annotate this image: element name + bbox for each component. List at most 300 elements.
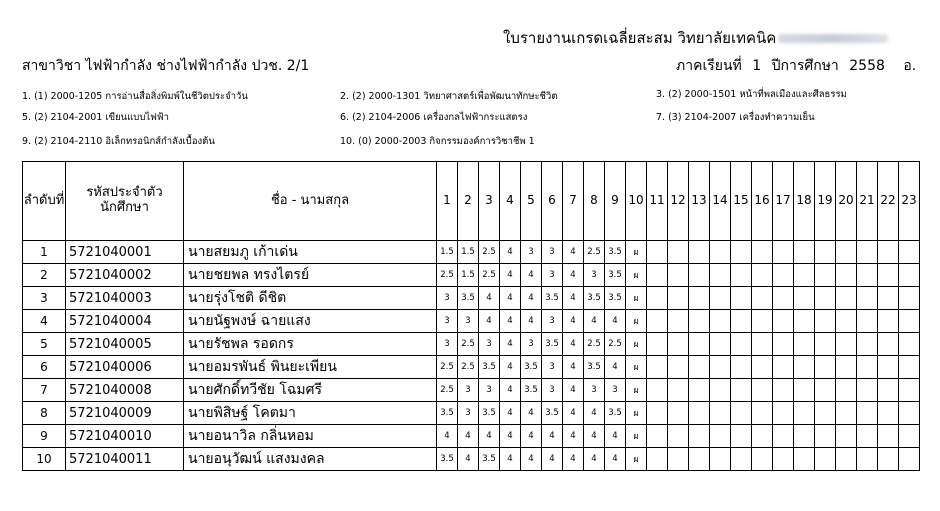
- grade-cell: 3.5: [542, 333, 563, 356]
- grade-cell-empty: [731, 356, 752, 379]
- grade-cell-empty: [773, 379, 794, 402]
- grade-cell-empty: [857, 379, 878, 402]
- column-header-subject: 10: [626, 162, 647, 241]
- grade-cell-empty: [668, 356, 689, 379]
- subject-item: 3. (2) 2000-1501 หน้าที่พลเมืองและศีลธรรม: [656, 89, 847, 100]
- grade-cell: 4: [500, 241, 521, 264]
- grade-cell-empty: [689, 310, 710, 333]
- grade-cell-empty: [878, 333, 899, 356]
- student-code: 5721040004: [66, 310, 184, 333]
- column-header-subject: 14: [710, 162, 731, 241]
- grade-cell-empty: [899, 402, 920, 425]
- table-row: [23, 425, 920, 448]
- grade-cell: 4: [605, 356, 626, 379]
- grade-cell: 4: [500, 287, 521, 310]
- grade-cell: 4: [542, 448, 563, 471]
- grade-cell-empty: [752, 356, 773, 379]
- grade-cell: 4: [500, 356, 521, 379]
- grade-cell: 4: [563, 379, 584, 402]
- grade-cell-empty: [647, 448, 668, 471]
- trailing-text: อ.: [903, 58, 917, 74]
- grade-cell-empty: [773, 333, 794, 356]
- grade-cell-empty: [752, 241, 773, 264]
- column-header-subject: 15: [731, 162, 752, 241]
- grade-cell: 4: [605, 425, 626, 448]
- grade-cell: 3: [542, 264, 563, 287]
- grade-cell-empty: [794, 264, 815, 287]
- grade-cell-empty: [647, 333, 668, 356]
- column-header-subject: 6: [542, 162, 563, 241]
- grade-cell-empty: [878, 379, 899, 402]
- grade-cell: 2.5: [437, 264, 458, 287]
- grade-cell: 4: [605, 310, 626, 333]
- grade-cell: 4: [500, 402, 521, 425]
- grade-cell-empty: [668, 379, 689, 402]
- grade-cell-empty: [899, 310, 920, 333]
- grade-cell: 3.5: [605, 402, 626, 425]
- grade-cell-empty: [668, 402, 689, 425]
- year-value: 2558: [849, 58, 885, 74]
- grade-cell: 3: [458, 379, 479, 402]
- student-name: นายพิสิษฐ์ โคตมา: [184, 402, 437, 425]
- column-header-subject: 11: [647, 162, 668, 241]
- grade-cell-empty: [689, 425, 710, 448]
- column-header-subject: 9: [605, 162, 626, 241]
- column-header-subject: 18: [794, 162, 815, 241]
- report-title: ใบรายงานเกรดเฉลี่ยสะสม วิทยาลัยเทคนิค: [503, 26, 888, 50]
- row-index: 6: [23, 356, 66, 379]
- grade-cell-empty: [668, 310, 689, 333]
- grade-cell: 4: [437, 425, 458, 448]
- grade-cell-empty: [794, 356, 815, 379]
- grade-cell: 3: [437, 287, 458, 310]
- grade-cell-empty: [689, 402, 710, 425]
- subject-item: 9. (2) 2104-2110 อิเล็กทรอนิกส์กำลังเบื้องต้น: [22, 136, 215, 147]
- grade-cell: 3.5: [479, 356, 500, 379]
- student-code: 5721040011: [66, 448, 184, 471]
- student-code: 5721040010: [66, 425, 184, 448]
- grade-cell-empty: [794, 448, 815, 471]
- grade-cell-empty: [773, 310, 794, 333]
- grade-cell-empty: [731, 448, 752, 471]
- grade-cell-empty: [773, 241, 794, 264]
- column-header-index: ลำดับที่: [23, 162, 66, 241]
- grade-cell-empty: [731, 241, 752, 264]
- grade-cell-empty: [689, 264, 710, 287]
- grade-cell: 2.5: [458, 333, 479, 356]
- grade-cell: 2.5: [437, 356, 458, 379]
- grade-cell: 4: [479, 425, 500, 448]
- grade-cell-empty: [647, 379, 668, 402]
- grade-cell-empty: [878, 287, 899, 310]
- column-header-subject: 4: [500, 162, 521, 241]
- grade-cell: 3.5: [584, 356, 605, 379]
- grade-cell-empty: [878, 264, 899, 287]
- grade-cell: 3.5: [584, 287, 605, 310]
- subject-item: 2. (2) 2000-1301 วิทยาศาสตร์เพื่อพัฒนาทักษะชีวิต: [340, 91, 558, 102]
- student-name: นายสยมภู เก้าเด่น: [184, 241, 437, 264]
- subject-item: 7. (3) 2104-2007 เครื่องทำความเย็น: [656, 112, 815, 123]
- grade-cell: 3.5: [437, 402, 458, 425]
- grade-cell: ผ: [626, 379, 647, 402]
- grade-cell: 3: [521, 333, 542, 356]
- grade-cell-empty: [710, 379, 731, 402]
- grade-cell: 3: [521, 241, 542, 264]
- student-name: นายอมรพันธ์ พินยะเพียน: [184, 356, 437, 379]
- grade-cell-empty: [857, 287, 878, 310]
- grade-cell: 4: [563, 310, 584, 333]
- grade-cell: 3: [479, 379, 500, 402]
- grade-cell-empty: [815, 287, 836, 310]
- grade-cell: 1.5: [458, 241, 479, 264]
- grade-cell-empty: [710, 448, 731, 471]
- grade-cell-empty: [668, 448, 689, 471]
- grade-cell-empty: [899, 356, 920, 379]
- table-row: [23, 402, 920, 425]
- column-header-subject: 8: [584, 162, 605, 241]
- grade-cell: 4: [500, 425, 521, 448]
- row-index: 10: [23, 448, 66, 471]
- grade-cell-empty: [878, 425, 899, 448]
- grade-cell: 4: [542, 425, 563, 448]
- student-name: นายอนาวิล กลิ่นหอม: [184, 425, 437, 448]
- subject-item: 1. (1) 2000-1205 การอ่านสื่อสิ่งพิมพ์ในชีวิตประจำวัน: [22, 91, 248, 102]
- grade-cell-empty: [752, 402, 773, 425]
- student-code: 5721040003: [66, 287, 184, 310]
- grade-cell: 3: [584, 379, 605, 402]
- year-label: ปีการศึกษา: [771, 58, 839, 74]
- grade-cell: 4: [479, 287, 500, 310]
- grade-cell: 3: [584, 264, 605, 287]
- student-name: นายศักดิ์ทวีชัย โฉมศรี: [184, 379, 437, 402]
- column-header-subject: 19: [815, 162, 836, 241]
- grade-cell-empty: [689, 379, 710, 402]
- grade-cell-empty: [773, 356, 794, 379]
- grade-cell: 4: [500, 448, 521, 471]
- row-index: 7: [23, 379, 66, 402]
- grade-cell-empty: [836, 448, 857, 471]
- grade-cell-empty: [689, 356, 710, 379]
- grade-cell-empty: [815, 333, 836, 356]
- grade-cell: ผ: [626, 402, 647, 425]
- grade-cell: 2.5: [479, 241, 500, 264]
- department-line: สาขาวิชา ไฟฟ้ากำลัง ช่างไฟฟ้ากำลัง ปวช. 2/1: [22, 58, 310, 74]
- row-index: 2: [23, 264, 66, 287]
- grade-cell-empty: [689, 333, 710, 356]
- grade-cell: 1.5: [458, 264, 479, 287]
- student-code: 5721040005: [66, 333, 184, 356]
- grade-cell-empty: [815, 402, 836, 425]
- grade-cell: 4: [605, 448, 626, 471]
- grade-cell: ผ: [626, 241, 647, 264]
- row-index: 8: [23, 402, 66, 425]
- grade-cell: 3.5: [479, 402, 500, 425]
- grade-cell: ผ: [626, 310, 647, 333]
- grade-cell-empty: [857, 448, 878, 471]
- grade-cell-empty: [857, 264, 878, 287]
- grade-cell: 3: [437, 310, 458, 333]
- grade-cell-empty: [815, 425, 836, 448]
- grade-cell: 4: [521, 287, 542, 310]
- subject-item: 10. (0) 2000-2003 กิจกรรมองค์การวิชาชีพ 1: [340, 136, 535, 147]
- grade-cell-empty: [836, 379, 857, 402]
- grade-cell: 2.5: [605, 333, 626, 356]
- grade-cell: 3: [458, 402, 479, 425]
- grade-cell: 4: [479, 310, 500, 333]
- term-value: 1: [752, 58, 762, 74]
- grade-cell-empty: [689, 448, 710, 471]
- column-header-subject: 7: [563, 162, 584, 241]
- grade-cell-empty: [794, 310, 815, 333]
- student-name: นายอนุวัฒน์ แสงมงคล: [184, 448, 437, 471]
- column-header-subject: 5: [521, 162, 542, 241]
- grade-cell-empty: [857, 356, 878, 379]
- grade-cell-empty: [773, 402, 794, 425]
- column-header-subject: 16: [752, 162, 773, 241]
- grade-cell-empty: [710, 310, 731, 333]
- redacted-name: [778, 34, 888, 43]
- column-header-subject: 1: [437, 162, 458, 241]
- table-row: [23, 287, 920, 310]
- grade-cell: 4: [500, 264, 521, 287]
- grade-cell-empty: [731, 379, 752, 402]
- student-name: นายชยพล ทรงไตรย์: [184, 264, 437, 287]
- grade-cell: 3.5: [605, 241, 626, 264]
- row-index: 5: [23, 333, 66, 356]
- grade-cell: 3: [437, 333, 458, 356]
- grade-cell: 3: [542, 379, 563, 402]
- student-code: 5721040006: [66, 356, 184, 379]
- grade-cell-empty: [752, 425, 773, 448]
- grade-cell: 4: [521, 448, 542, 471]
- grade-cell: ผ: [626, 333, 647, 356]
- grade-cell: 4: [521, 402, 542, 425]
- grade-cell-empty: [878, 448, 899, 471]
- column-header-subject: 12: [668, 162, 689, 241]
- grade-cell: 2.5: [437, 379, 458, 402]
- grade-cell-empty: [836, 425, 857, 448]
- row-index: 3: [23, 287, 66, 310]
- grade-cell-empty: [857, 425, 878, 448]
- grade-cell-empty: [857, 241, 878, 264]
- grade-cell-empty: [899, 448, 920, 471]
- table-row: [23, 448, 920, 471]
- grade-cell-empty: [731, 287, 752, 310]
- grade-table: [22, 161, 920, 471]
- grade-cell-empty: [815, 241, 836, 264]
- grade-cell-empty: [710, 356, 731, 379]
- grade-cell-empty: [647, 402, 668, 425]
- grade-cell: 4: [584, 448, 605, 471]
- grade-cell: 2.5: [458, 356, 479, 379]
- grade-cell-empty: [773, 264, 794, 287]
- grade-cell: 4: [563, 333, 584, 356]
- grade-cell-empty: [836, 333, 857, 356]
- grade-cell: 2.5: [584, 241, 605, 264]
- grade-cell-empty: [857, 310, 878, 333]
- grade-cell: 3.5: [521, 356, 542, 379]
- term-line: [676, 55, 922, 77]
- grade-cell-empty: [794, 333, 815, 356]
- grade-cell-empty: [899, 425, 920, 448]
- grade-cell-empty: [752, 333, 773, 356]
- grade-cell-empty: [773, 287, 794, 310]
- grade-cell-empty: [878, 356, 899, 379]
- table-row: [23, 310, 920, 333]
- student-code: 5721040002: [66, 264, 184, 287]
- column-header-code: รหัสประจำตัวนักศึกษา: [66, 162, 184, 241]
- grade-cell-empty: [647, 310, 668, 333]
- grade-cell: 4: [563, 241, 584, 264]
- grade-cell-empty: [899, 333, 920, 356]
- column-header-subject: 2: [458, 162, 479, 241]
- grade-cell-empty: [731, 310, 752, 333]
- grade-cell: 3.5: [458, 287, 479, 310]
- grade-cell-empty: [668, 241, 689, 264]
- grade-cell: 3: [605, 379, 626, 402]
- grade-cell-empty: [815, 310, 836, 333]
- grade-cell-empty: [836, 264, 857, 287]
- grade-cell: 4: [584, 425, 605, 448]
- grade-cell-empty: [668, 287, 689, 310]
- table-row: [23, 356, 920, 379]
- grade-cell-empty: [710, 264, 731, 287]
- grade-cell: 3.5: [437, 448, 458, 471]
- grade-cell-empty: [878, 310, 899, 333]
- grade-cell: 4: [500, 310, 521, 333]
- grade-cell-empty: [668, 425, 689, 448]
- grade-cell-empty: [899, 379, 920, 402]
- grade-cell: ผ: [626, 264, 647, 287]
- student-name: นายรัชพล รอดกร: [184, 333, 437, 356]
- grade-cell: 4: [563, 448, 584, 471]
- grade-cell-empty: [836, 356, 857, 379]
- row-index: 1: [23, 241, 66, 264]
- grade-cell-empty: [731, 425, 752, 448]
- grade-cell: 4: [584, 310, 605, 333]
- table-row: [23, 333, 920, 356]
- grade-cell-empty: [647, 241, 668, 264]
- grade-cell-empty: [836, 287, 857, 310]
- grade-cell-empty: [752, 448, 773, 471]
- grade-cell: 3.5: [542, 287, 563, 310]
- grade-cell-empty: [836, 241, 857, 264]
- grade-cell-empty: [899, 287, 920, 310]
- column-header-subject: 13: [689, 162, 710, 241]
- grade-cell-empty: [815, 448, 836, 471]
- row-index: 9: [23, 425, 66, 448]
- grade-cell: 3.5: [521, 379, 542, 402]
- table-row: [23, 264, 920, 287]
- grade-cell: 4: [563, 264, 584, 287]
- grade-cell-empty: [752, 264, 773, 287]
- grade-cell: 2.5: [584, 333, 605, 356]
- grade-cell-empty: [878, 402, 899, 425]
- grade-cell-empty: [815, 264, 836, 287]
- grade-cell: 4: [521, 264, 542, 287]
- grade-cell: 4: [521, 425, 542, 448]
- grade-cell: 3.5: [479, 448, 500, 471]
- grade-cell: ผ: [626, 425, 647, 448]
- grade-cell: 4: [500, 379, 521, 402]
- grade-cell: 4: [458, 425, 479, 448]
- grade-cell-empty: [752, 379, 773, 402]
- grade-cell-empty: [899, 264, 920, 287]
- grade-cell: 4: [521, 310, 542, 333]
- grade-cell-empty: [647, 264, 668, 287]
- grade-cell: 4: [563, 402, 584, 425]
- grade-cell-empty: [794, 287, 815, 310]
- grade-cell-empty: [731, 264, 752, 287]
- grade-cell-empty: [668, 264, 689, 287]
- student-code: 5721040009: [66, 402, 184, 425]
- student-code: 5721040001: [66, 241, 184, 264]
- column-header-name: ชื่อ - นามสกุล: [184, 162, 437, 241]
- column-header-subject: 17: [773, 162, 794, 241]
- grade-cell-empty: [668, 333, 689, 356]
- table-row: [23, 379, 920, 402]
- grade-cell: 4: [458, 448, 479, 471]
- grade-cell: 4: [500, 333, 521, 356]
- grade-cell: ผ: [626, 287, 647, 310]
- grade-cell: 4: [563, 425, 584, 448]
- grade-cell-empty: [752, 310, 773, 333]
- column-header-subject: 22: [878, 162, 899, 241]
- subject-item: 5. (2) 2104-2001 เขียนแบบไฟฟ้า: [22, 112, 169, 123]
- grade-cell-empty: [794, 425, 815, 448]
- grade-cell-empty: [794, 241, 815, 264]
- grade-cell: ผ: [626, 356, 647, 379]
- grade-cell-empty: [731, 402, 752, 425]
- grade-cell-empty: [815, 379, 836, 402]
- grade-cell-empty: [710, 333, 731, 356]
- grade-cell-empty: [647, 356, 668, 379]
- column-header-subject: 23: [899, 162, 920, 241]
- grade-cell: 1.5: [437, 241, 458, 264]
- grade-cell: 3: [542, 310, 563, 333]
- grade-cell: 3.5: [605, 264, 626, 287]
- student-name: นายรุ่งโชติ ดีชิต: [184, 287, 437, 310]
- grade-cell-empty: [689, 287, 710, 310]
- column-header-subject: 3: [479, 162, 500, 241]
- student-name: นายนัฐพงษ์ ฉายแสง: [184, 310, 437, 333]
- grade-cell: 3.5: [605, 287, 626, 310]
- grade-cell-empty: [689, 241, 710, 264]
- grade-cell-empty: [647, 287, 668, 310]
- grade-cell: 4: [563, 287, 584, 310]
- grade-cell-empty: [815, 356, 836, 379]
- grade-cell: 2.5: [479, 264, 500, 287]
- grade-cell-empty: [773, 448, 794, 471]
- student-code: 5721040008: [66, 379, 184, 402]
- grade-cell-empty: [899, 241, 920, 264]
- grade-cell-empty: [836, 310, 857, 333]
- grade-cell-empty: [710, 425, 731, 448]
- grade-cell: 3.5: [542, 402, 563, 425]
- grade-cell-empty: [710, 287, 731, 310]
- table-row: [23, 241, 920, 264]
- grade-cell: 4: [584, 402, 605, 425]
- grade-cell-empty: [647, 425, 668, 448]
- grade-cell-empty: [710, 402, 731, 425]
- grade-cell-empty: [794, 379, 815, 402]
- column-header-subject: 21: [857, 162, 878, 241]
- grade-cell-empty: [731, 333, 752, 356]
- grade-cell-empty: [752, 287, 773, 310]
- grade-cell-empty: [710, 241, 731, 264]
- grade-cell-empty: [836, 402, 857, 425]
- grade-cell: 4: [563, 356, 584, 379]
